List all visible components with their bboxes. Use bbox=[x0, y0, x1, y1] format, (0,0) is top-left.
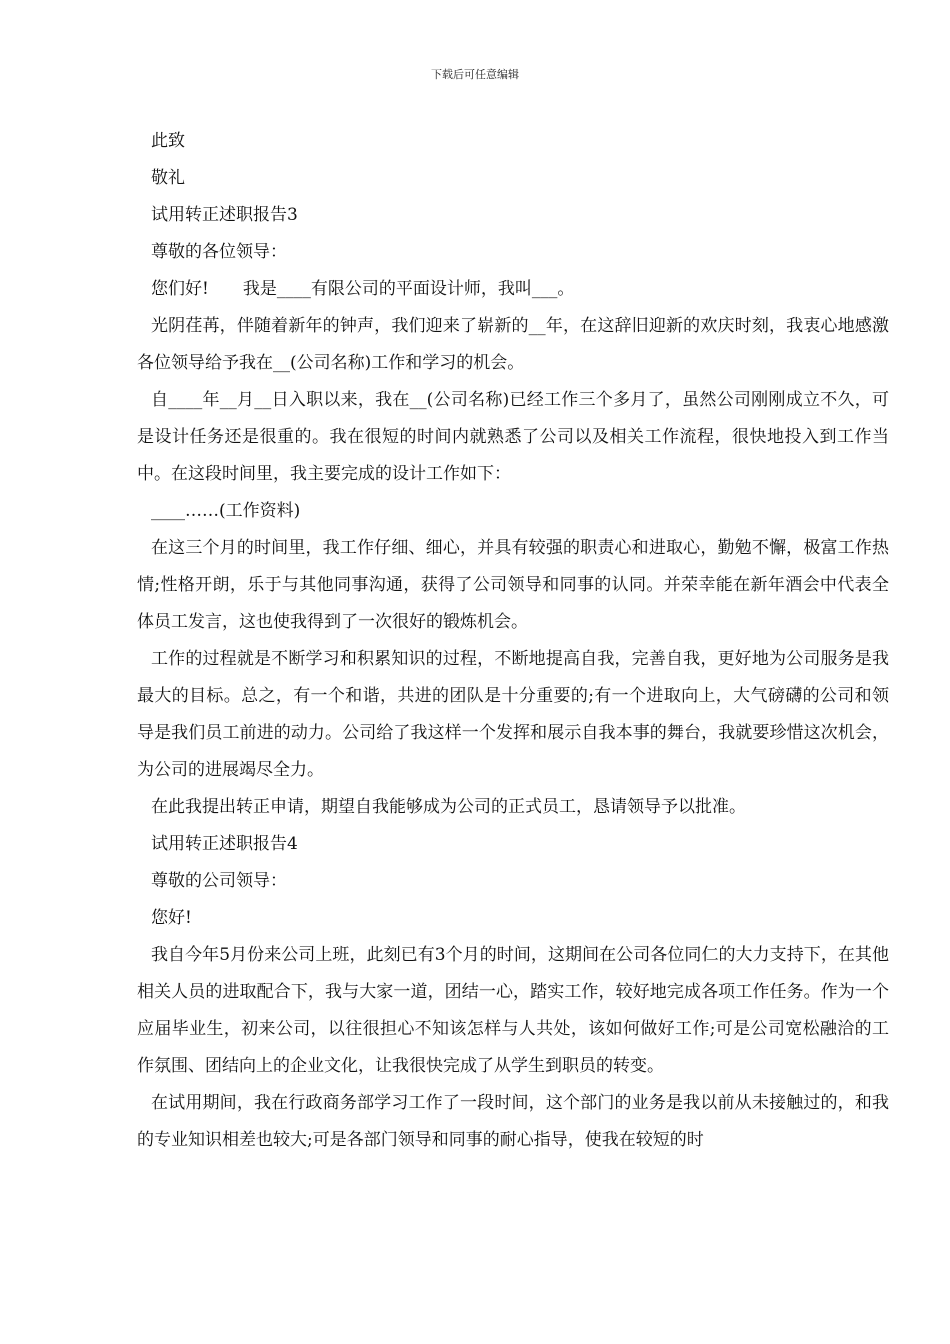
section-title-report-3: 试用转正述职报告3 bbox=[151, 205, 298, 225]
page-header: 下载后可任意编辑 bbox=[431, 68, 519, 81]
paragraph-greeting: 您好! bbox=[151, 908, 192, 928]
paragraph: 我自今年5月份来公司上班，此刻已有3个月的时间，这期间在公司各位同仁的大力支持下，在其他相关人员的进取配合下，我与大家一道，团结一心，踏实工作，较好地完成各项工作任务。作为一个应届毕业生，初来公司，以往很担心不知该怎样与人共处，该如何做好工作;可是公司宽松融洽的工作氛围、团结向上的企业文化，让我很快完成了从学生到职员的转变。 bbox=[137, 945, 889, 1076]
paragraph: 光阴荏苒，伴随着新年的钟声，我们迎来了崭新的__年，在这辞旧迎新的欢庆时刻，我衷心地感激各位领导给予我在__(公司名称)工作和学习的机会。 bbox=[137, 316, 889, 373]
document-body bbox=[137, 123, 889, 1159]
paragraph: 在这三个月的时间里，我工作仔细、细心，并具有较强的职责心和进取心，勤勉不懈，极富工作热情;性格开朗，乐于与其他同事沟通，获得了公司领导和同事的认同。并荣幸能在新年酒会中代表全体员工发言，这也使我得到了一次很好的锻炼机会。 bbox=[137, 538, 889, 632]
paragraph-closing-1: 此致 bbox=[151, 131, 185, 151]
paragraph-salutation: 尊敬的公司领导： bbox=[151, 871, 287, 891]
paragraph: 在此我提出转正申请，期望自我能够成为公司的正式员工，恳请领导予以批准。 bbox=[151, 797, 746, 817]
section-title-report-4: 试用转正述职报告4 bbox=[151, 834, 298, 854]
paragraph: ____……(工作资料) bbox=[151, 501, 301, 521]
paragraph-salutation: 尊敬的各位领导： bbox=[151, 242, 287, 262]
paragraph-closing-2: 敬礼 bbox=[151, 168, 185, 188]
paragraph: 自____年__月__日入职以来，我在__(公司名称)已经工作三个多月了，虽然公司刚刚成立不久，可是设计任务还是很重的。我在很短的时间内就熟悉了公司以及相关工作流程，很快地投入到工作当中。在这段时间里，我主要完成的设计工作如下： bbox=[137, 390, 889, 484]
paragraph: 在试用期间，我在行政商务部学习工作了一段时间，这个部门的业务是我以前从未接触过的，和我的专业知识相差也较大;可是各部门领导和同事的耐心指导，使我在较短的时 bbox=[137, 1093, 889, 1150]
paragraph-greeting: 您们好! 我是____有限公司的平面设计师，我叫___。 bbox=[151, 279, 575, 299]
paragraph: 工作的过程就是不断学习和积累知识的过程，不断地提高自我，完善自我，更好地为公司服务是我最大的目标。总之，有一个和谐，共进的团队是十分重要的;有一个进取向上，大气磅礴的公司和领导是我们员工前进的动力。公司给了我这样一个发挥和展示自我本事的舞台，我就要珍惜这次机会，为公司的进展竭尽全力。 bbox=[137, 649, 889, 780]
